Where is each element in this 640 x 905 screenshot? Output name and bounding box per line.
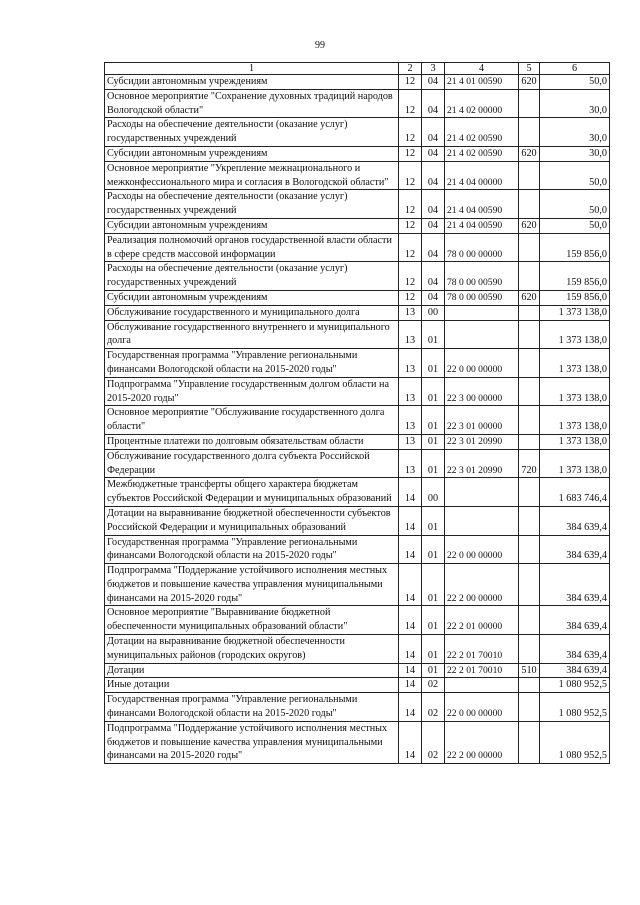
expense-type-cell [519, 434, 540, 449]
expenditure-name-cell: Процентные платежи по долговым обязательствам области [105, 434, 399, 449]
subsection-code-cell: 04 [422, 290, 445, 305]
amount-cell: 159 856,0 [540, 233, 610, 262]
table-row [105, 434, 610, 449]
section-code-cell: 13 [399, 406, 422, 435]
target-article-cell: 21 4 01 00590 [445, 75, 519, 90]
target-article-cell: 21 4 04 00590 [445, 190, 519, 219]
table-row [105, 89, 610, 118]
section-code-cell: 14 [399, 635, 422, 664]
subsection-code-cell: 02 [422, 678, 445, 693]
expenditure-name-cell: Субсидии автономным учреждениям [105, 75, 399, 90]
target-article-cell: 22 3 01 20990 [445, 434, 519, 449]
header-cell: 3 [422, 63, 445, 75]
amount-cell: 384 639,4 [540, 606, 610, 635]
table-row [105, 449, 610, 478]
amount-cell: 1 373 138,0 [540, 349, 610, 378]
expenditure-name-cell: Основное мероприятие "Обслуживание государственного долга области" [105, 406, 399, 435]
target-article-cell: 21 4 02 00000 [445, 89, 519, 118]
target-article-cell: 22 0 00 00000 [445, 349, 519, 378]
expenditure-name-cell: Государственная программа "Управление региональными финансами Вологодской области на 2015-2020 годы" [105, 693, 399, 722]
subsection-code-cell: 02 [422, 693, 445, 722]
table-body [105, 75, 610, 764]
amount-cell: 1 080 952,5 [540, 721, 610, 763]
expenditure-name-cell: Субсидии автономным учреждениям [105, 290, 399, 305]
amount-cell: 384 639,4 [540, 564, 610, 606]
table-row [105, 478, 610, 507]
expense-type-cell: 620 [519, 218, 540, 233]
expense-type-cell: 620 [519, 146, 540, 161]
expenditure-name-cell: Подпрограмма "Управление государственным долгом области на 2015-2020 годы" [105, 377, 399, 406]
expense-type-cell [519, 693, 540, 722]
table-row [105, 663, 610, 678]
subsection-code-cell: 01 [422, 506, 445, 535]
expenditure-name-cell: Подпрограмма "Поддержание устойчивого исполнения местных бюджетов и повышение качества управления муниципальными финансами на 2015-2020 годы" [105, 721, 399, 763]
target-article-cell [445, 305, 519, 320]
subsection-code-cell: 01 [422, 535, 445, 564]
target-article-cell: 21 4 02 00590 [445, 146, 519, 161]
target-article-cell: 78 0 00 00590 [445, 262, 519, 291]
target-article-cell: 22 0 00 00000 [445, 535, 519, 564]
subsection-code-cell: 04 [422, 118, 445, 147]
table-row [105, 290, 610, 305]
subsection-code-cell: 01 [422, 606, 445, 635]
expense-type-cell: 620 [519, 75, 540, 90]
expense-type-cell [519, 161, 540, 190]
target-article-cell: 22 2 01 70010 [445, 635, 519, 664]
header-cell: 5 [519, 63, 540, 75]
expense-type-cell [519, 262, 540, 291]
subsection-code-cell: 01 [422, 406, 445, 435]
amount-cell: 384 639,4 [540, 535, 610, 564]
expense-type-cell [519, 89, 540, 118]
table-row [105, 606, 610, 635]
amount-cell: 1 373 138,0 [540, 434, 610, 449]
expense-type-cell [519, 678, 540, 693]
expense-type-cell [519, 233, 540, 262]
target-article-cell [445, 678, 519, 693]
section-code-cell: 13 [399, 434, 422, 449]
expense-type-cell [519, 190, 540, 219]
table-row [105, 146, 610, 161]
amount-cell: 30,0 [540, 89, 610, 118]
amount-cell: 1 373 138,0 [540, 377, 610, 406]
table-row [105, 218, 610, 233]
target-article-cell: 21 4 04 00590 [445, 218, 519, 233]
amount-cell: 159 856,0 [540, 290, 610, 305]
section-code-cell: 12 [399, 161, 422, 190]
expense-type-cell [519, 564, 540, 606]
table-row [105, 377, 610, 406]
subsection-code-cell: 01 [422, 320, 445, 349]
table-row [105, 564, 610, 606]
table-row [105, 349, 610, 378]
header-row [105, 63, 610, 75]
target-article-cell: 21 4 02 00590 [445, 118, 519, 147]
target-article-cell: 22 2 00 00000 [445, 564, 519, 606]
table-row [105, 693, 610, 722]
expenditure-name-cell: Расходы на обеспечение деятельности (оказание услуг) государственных учреждений [105, 262, 399, 291]
expense-type-cell [519, 377, 540, 406]
header-cell: 4 [445, 63, 519, 75]
section-code-cell: 14 [399, 663, 422, 678]
expenditure-name-cell: Расходы на обеспечение деятельности (оказание услуг) государственных учреждений [105, 118, 399, 147]
table-row [105, 161, 610, 190]
expenditure-name-cell: Расходы на обеспечение деятельности (оказание услуг) государственных учреждений [105, 190, 399, 219]
expenditure-name-cell: Подпрограмма "Поддержание устойчивого исполнения местных бюджетов и повышение качества управления муниципальными финансами на 2015-2020 годы" [105, 564, 399, 606]
expenditure-name-cell: Дотации на выравнивание бюджетной обеспеченности субъектов Российской Федерации и муниципальных образований [105, 506, 399, 535]
section-code-cell: 13 [399, 377, 422, 406]
table-row [105, 721, 610, 763]
expense-type-cell: 510 [519, 663, 540, 678]
expenditure-name-cell: Субсидии автономным учреждениям [105, 218, 399, 233]
amount-cell: 30,0 [540, 146, 610, 161]
subsection-code-cell: 04 [422, 161, 445, 190]
amount-cell: 50,0 [540, 75, 610, 90]
table-row [105, 305, 610, 320]
amount-cell: 384 639,4 [540, 663, 610, 678]
subsection-code-cell: 01 [422, 377, 445, 406]
expense-type-cell [519, 118, 540, 147]
target-article-cell: 22 2 00 00000 [445, 721, 519, 763]
subsection-code-cell: 00 [422, 478, 445, 507]
expenditure-name-cell: Дотации на выравнивание бюджетной обеспеченности муниципальных районов (городских округов) [105, 635, 399, 664]
subsection-code-cell: 04 [422, 190, 445, 219]
expense-type-cell [519, 349, 540, 378]
subsection-code-cell: 04 [422, 89, 445, 118]
section-code-cell: 12 [399, 218, 422, 233]
amount-cell: 1 080 952,5 [540, 693, 610, 722]
expense-type-cell [519, 535, 540, 564]
table-row [105, 190, 610, 219]
section-code-cell: 14 [399, 606, 422, 635]
expenditure-name-cell: Основное мероприятие "Выравнивание бюджетной обеспеченности муниципальных образований области" [105, 606, 399, 635]
section-code-cell: 14 [399, 678, 422, 693]
expenditure-name-cell: Субсидии автономным учреждениям [105, 146, 399, 161]
section-code-cell: 13 [399, 305, 422, 320]
expense-type-cell [519, 506, 540, 535]
subsection-code-cell: 04 [422, 218, 445, 233]
expense-type-cell [519, 721, 540, 763]
expenditure-name-cell: Обслуживание государственного и муниципального долга [105, 305, 399, 320]
table-row [105, 320, 610, 349]
target-article-cell: 22 0 00 00000 [445, 693, 519, 722]
expense-type-cell [519, 305, 540, 320]
section-code-cell: 12 [399, 190, 422, 219]
section-code-cell: 14 [399, 721, 422, 763]
section-code-cell: 12 [399, 118, 422, 147]
subsection-code-cell: 00 [422, 305, 445, 320]
expense-type-cell [519, 635, 540, 664]
section-code-cell: 12 [399, 89, 422, 118]
expense-type-cell: 720 [519, 449, 540, 478]
amount-cell: 50,0 [540, 190, 610, 219]
expenditure-name-cell: Реализация полномочий органов государственной власти области в сфере средств массовой информации [105, 233, 399, 262]
section-code-cell: 14 [399, 478, 422, 507]
expenditure-name-cell: Обслуживание государственного долга субъекта Российской Федерации [105, 449, 399, 478]
section-code-cell: 12 [399, 233, 422, 262]
subsection-code-cell: 04 [422, 146, 445, 161]
section-code-cell: 13 [399, 449, 422, 478]
expense-type-cell: 620 [519, 290, 540, 305]
amount-cell: 30,0 [540, 118, 610, 147]
amount-cell: 384 639,4 [540, 506, 610, 535]
table-row [105, 635, 610, 664]
table-row [105, 678, 610, 693]
page-number: 99 [315, 40, 325, 51]
target-article-cell: 22 2 01 00000 [445, 606, 519, 635]
section-code-cell: 14 [399, 506, 422, 535]
target-article-cell: 21 4 04 00000 [445, 161, 519, 190]
budget-table [104, 62, 610, 764]
table-row [105, 75, 610, 90]
target-article-cell: 22 3 01 00000 [445, 406, 519, 435]
expenditure-name-cell: Иные дотации [105, 678, 399, 693]
section-code-cell: 12 [399, 75, 422, 90]
subsection-code-cell: 01 [422, 449, 445, 478]
subsection-code-cell: 01 [422, 564, 445, 606]
target-article-cell: 22 2 01 70010 [445, 663, 519, 678]
expenditure-name-cell: Обслуживание государственного внутреннего и муниципального долга [105, 320, 399, 349]
table-row [105, 506, 610, 535]
expenditure-name-cell: Основное мероприятие "Укрепление межнационального и межконфессионального мира и согласия в Вологодской области" [105, 161, 399, 190]
subsection-code-cell: 02 [422, 721, 445, 763]
target-article-cell: 22 3 01 20990 [445, 449, 519, 478]
expenditure-name-cell: Государственная программа "Управление региональными финансами Вологодской области на 2015-2020 годы" [105, 535, 399, 564]
amount-cell: 1 683 746,4 [540, 478, 610, 507]
header-cell: 2 [399, 63, 422, 75]
subsection-code-cell: 04 [422, 75, 445, 90]
header-cell: 1 [105, 63, 399, 75]
expense-type-cell [519, 606, 540, 635]
subsection-code-cell: 04 [422, 262, 445, 291]
section-code-cell: 14 [399, 535, 422, 564]
section-code-cell: 14 [399, 693, 422, 722]
expenditure-name-cell: Основное мероприятие "Сохранение духовных традиций народов Вологодской области" [105, 89, 399, 118]
amount-cell: 1 373 138,0 [540, 305, 610, 320]
header-cell: 6 [540, 63, 610, 75]
expense-type-cell [519, 478, 540, 507]
table-row [105, 535, 610, 564]
target-article-cell [445, 478, 519, 507]
target-article-cell [445, 320, 519, 349]
amount-cell: 50,0 [540, 218, 610, 233]
amount-cell: 50,0 [540, 161, 610, 190]
section-code-cell: 12 [399, 262, 422, 291]
subsection-code-cell: 01 [422, 434, 445, 449]
amount-cell: 1 373 138,0 [540, 406, 610, 435]
amount-cell: 1 373 138,0 [540, 449, 610, 478]
subsection-code-cell: 04 [422, 233, 445, 262]
section-code-cell: 14 [399, 564, 422, 606]
target-article-cell: 78 0 00 00590 [445, 290, 519, 305]
table-row [105, 406, 610, 435]
expenditure-name-cell: Межбюджетные трансферты общего характера бюджетам субъектов Российской Федерации и муниципальных образований [105, 478, 399, 507]
amount-cell: 159 856,0 [540, 262, 610, 291]
section-code-cell: 13 [399, 320, 422, 349]
target-article-cell [445, 506, 519, 535]
section-code-cell: 12 [399, 146, 422, 161]
expense-type-cell [519, 406, 540, 435]
amount-cell: 384 639,4 [540, 635, 610, 664]
subsection-code-cell: 01 [422, 663, 445, 678]
amount-cell: 1 080 952,5 [540, 678, 610, 693]
section-code-cell: 13 [399, 349, 422, 378]
table-row [105, 118, 610, 147]
table-row [105, 233, 610, 262]
amount-cell: 1 373 138,0 [540, 320, 610, 349]
subsection-code-cell: 01 [422, 635, 445, 664]
target-article-cell: 22 3 00 00000 [445, 377, 519, 406]
table-row [105, 262, 610, 291]
expenditure-name-cell: Дотации [105, 663, 399, 678]
target-article-cell: 78 0 00 00000 [445, 233, 519, 262]
subsection-code-cell: 01 [422, 349, 445, 378]
expenditure-name-cell: Государственная программа "Управление региональными финансами Вологодской области на 2015-2020 годы" [105, 349, 399, 378]
expense-type-cell [519, 320, 540, 349]
section-code-cell: 12 [399, 290, 422, 305]
